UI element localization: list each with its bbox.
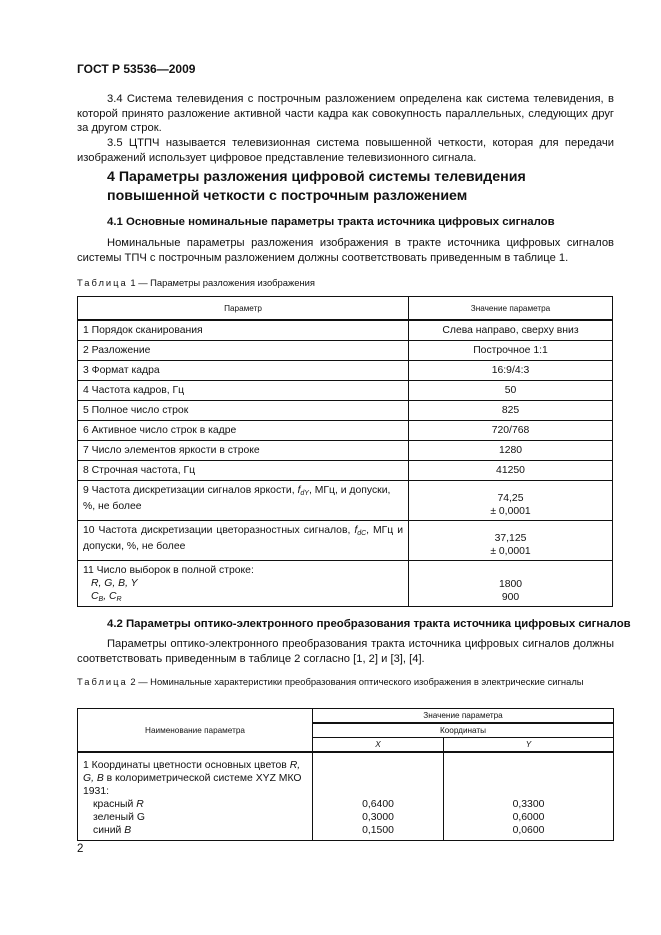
param-cell: 1 Координаты цветности основных цветов R, G, B в колориметрической системе XYZ МКО 1931: красный R зеленый G синий B (78, 752, 313, 841)
table-1-header-param: Параметр (78, 297, 409, 321)
symbol-f: f (354, 525, 358, 536)
value-cell: 74,25 ± 0,0001 (409, 481, 613, 521)
table-row (78, 521, 613, 561)
value-cell: 50 (409, 381, 613, 401)
table-row (78, 341, 613, 361)
table-2-header-value: Значение параметра (313, 709, 614, 724)
param-cell: 4 Частота кадров, Гц (78, 381, 409, 401)
page-number: 2 (77, 843, 84, 855)
table-2-caption (77, 675, 614, 688)
standard-code-header: ГОСТ Р 53536—2009 (77, 62, 196, 76)
table-1-header-value: Значение параметра (409, 297, 613, 321)
value-cell: 825 (409, 401, 613, 421)
value-cell: 16:9/4:3 (409, 361, 613, 381)
table-row (78, 361, 613, 381)
value-cell: Слева направо, сверху вниз (409, 320, 613, 341)
table-2-header-coords: Координаты (313, 723, 614, 738)
param-cell: 2 Разложение (78, 341, 409, 361)
table-row (78, 401, 613, 421)
subsection-4-1-text: Номинальные параметры разложения изображения в тракте источника цифровых сигналов системы ТПЧ с построчным разложением должны соответствовать приведенным в таблице 1. (77, 237, 614, 264)
table-1-caption-label: Таблица (77, 277, 128, 288)
table-2 (77, 708, 614, 841)
paragraph-3-4: 3.4 Система телевидения с построчным разложением определена как система телевидения, в которой принято разложение активной части кадра как совокупность параллельных, следующих друг за другом строк. (77, 93, 614, 135)
table-row (78, 481, 613, 521)
value-cell: 37,125 ± 0,0001 (409, 521, 613, 561)
y-value-cell: 0,3300 0,6000 0,0600 (444, 752, 614, 841)
table-row (78, 752, 614, 841)
param-cell: 11 Число выборок в полной строке: R, G, B, Y $C_B$, $C_R$ (78, 561, 409, 607)
subsection-4-2-heading: 4.2 Параметры оптико-электронного преобразования тракта источника цифровых сигналов (107, 618, 631, 630)
param-cell: 6 Активное число строк в кадре (78, 421, 409, 441)
section-4-heading: 4 Параметры разложения цифровой системы телевидения повышенной четкости с построчным разложением (107, 169, 526, 204)
symbol-f: f (297, 485, 301, 496)
table-row (78, 561, 613, 607)
param-cell: 7 Число элементов яркости в строке (78, 441, 409, 461)
param-cell: 3 Формат кадра (78, 361, 409, 381)
table-2-header-x: X (313, 738, 444, 753)
table-2-header-y: Y (444, 738, 614, 753)
param-cell: 10 Частота дискретизации цветоразностных сигналов, $f_{dC}$, МГц и допуски, %, не более (78, 521, 409, 561)
table-row (78, 461, 613, 481)
param-cell: 5 Полное число строк (78, 401, 409, 421)
table-1-header-row (78, 297, 613, 321)
table-row (78, 421, 613, 441)
table-row (78, 320, 613, 341)
table-2-caption-text: 2 — Номинальные характеристики преобразования оптического изображения в электрические сигналы (127, 676, 584, 687)
value-cell: 41250 (409, 461, 613, 481)
param-cell: 8 Строчная частота, Гц (78, 461, 409, 481)
table-1-caption (77, 276, 614, 289)
table-2-header-row-1 (78, 709, 614, 724)
subsection-4-2-text: Параметры оптико-электронного преобразования тракта источника цифровых сигналов должны соответствовать приведенным в таблице 2 согласно [1, 2] и [3], [4]. (77, 638, 614, 665)
table-2-caption-label: Таблица (77, 676, 128, 687)
paragraph-3-5: 3.5 ЦТПЧ называется телевизионная система повышенной четкости, которая для передачи изображений использует цифровое представление телевизионного сигнала. (77, 137, 614, 164)
value-cell: 1800 900 (409, 561, 613, 607)
table-1 (77, 296, 613, 607)
param-cell: 9 Частота дискретизации сигналов яркости, $f_{dY}$, МГц, и допуски, %, не более (78, 481, 409, 521)
table-2-header-name: Наименование параметра (78, 709, 313, 753)
table-row (78, 441, 613, 461)
x-value-cell: 0,6400 0,3000 0,1500 (313, 752, 444, 841)
value-cell: Построчное 1:1 (409, 341, 613, 361)
value-cell: 720/768 (409, 421, 613, 441)
value-cell: 1280 (409, 441, 613, 461)
subsection-4-1-heading: 4.1 Основные номинальные параметры тракта источника цифровых сигналов (107, 216, 555, 228)
table-1-caption-text: 1 — Параметры разложения изображения (127, 277, 315, 288)
param-cell: 1 Порядок сканирования (78, 320, 409, 341)
table-row (78, 381, 613, 401)
